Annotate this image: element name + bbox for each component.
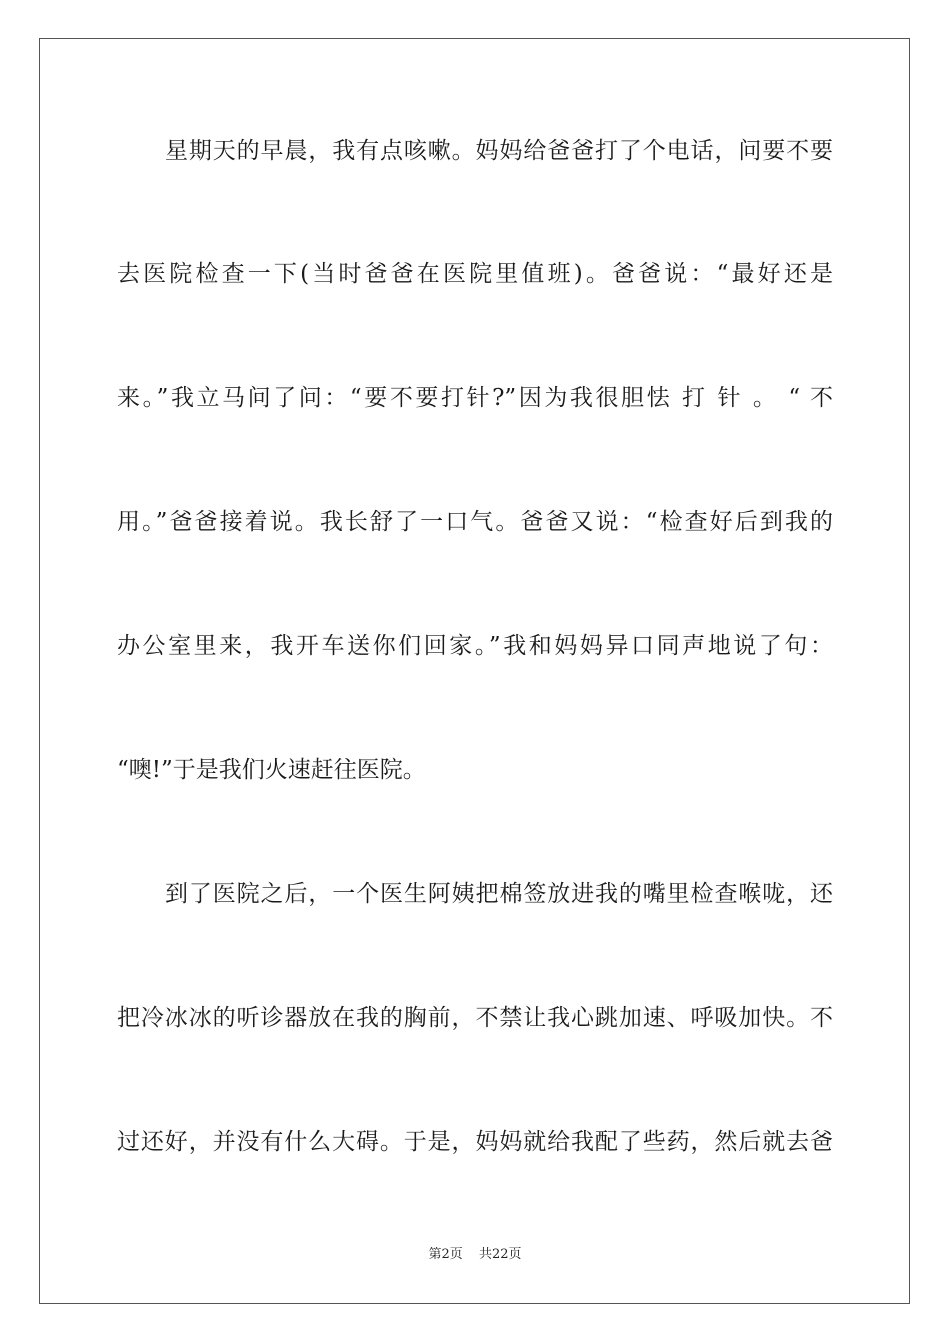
paragraph-2-line-1: 到了医院之后，一个医生阿姨把棉签放进我的嘴里检查喉咙，还 — [165, 881, 833, 907]
page-footer — [0, 1246, 950, 1264]
paragraph-2-line-3: 过还好，并没有什么大碍。于是，妈妈就给我配了些药，然后就去爸 — [117, 1129, 833, 1155]
paragraph-1-line-4: 用。”爸爸接着说。我长舒了一口气。爸爸又说：“检查好后到我的 — [117, 509, 833, 535]
page-border — [39, 38, 910, 1304]
paragraph-1-line-2: 去医院检查一下(当时爸爸在医院里值班)。爸爸说：“最好还是 — [117, 261, 833, 287]
page-total: 共22页 — [478, 1247, 522, 1262]
paragraph-2-line-2: 把冷冰冰的听诊器放在我的胸前，不禁让我心跳加速、呼吸加快。不 — [117, 1005, 833, 1031]
paragraph-1-line-3: 来。”我立马问了问：“要不要打针?”因为我很胆怯 打 针 。 “ 不 — [117, 385, 833, 411]
page-number: 第2页 — [428, 1247, 463, 1262]
paragraph-1-line-5: 办公室里来，我开车送你们回家。”我和妈妈异口同声地说了句： — [117, 633, 833, 659]
paragraph-1-line-6: “噢!”于是我们火速赶往医院。 — [117, 757, 426, 783]
paragraph-1-line-1: 星期天的早晨，我有点咳嗽。妈妈给爸爸打了个电话，问要不要 — [165, 138, 833, 164]
